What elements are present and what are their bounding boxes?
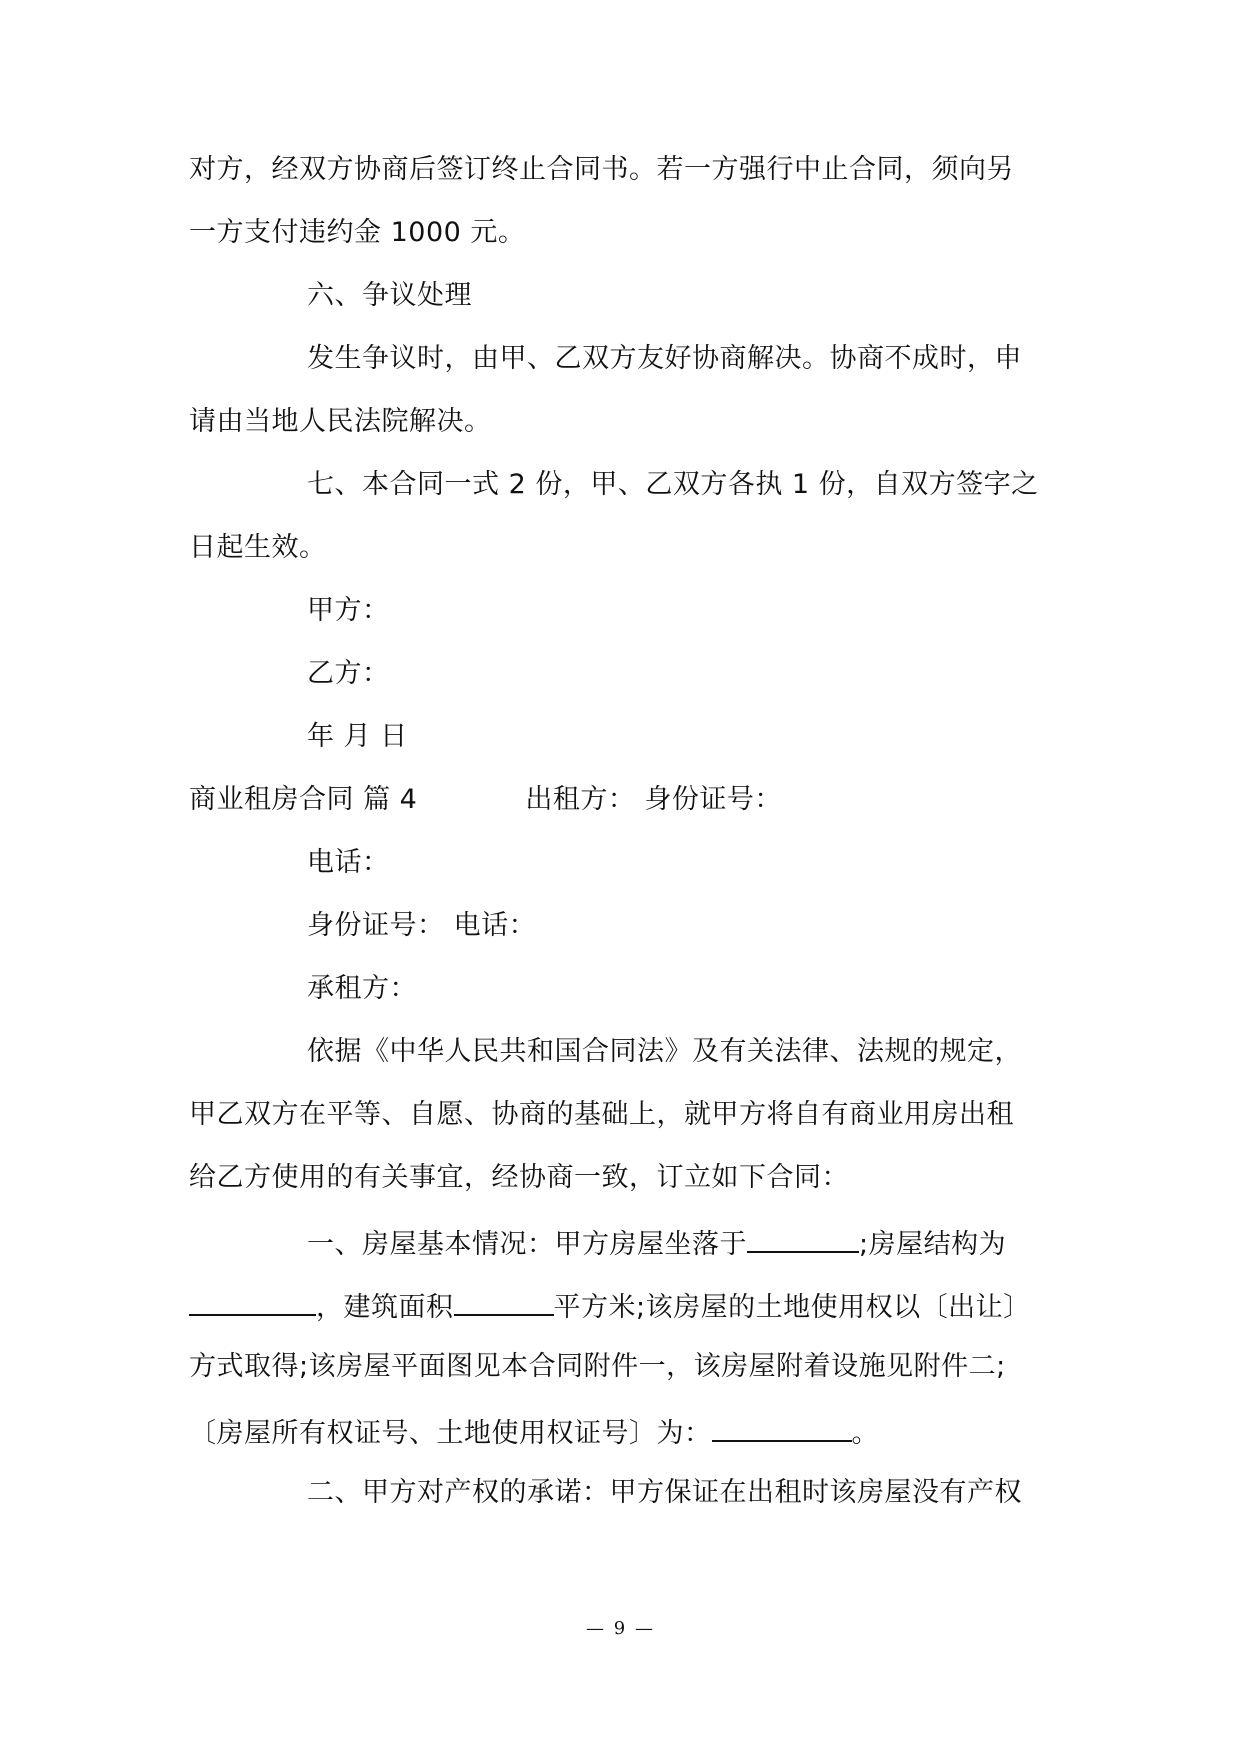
paragraph-line: 方式取得;该房屋平面图见本合同附件一，该房屋附着设施见附件二;: [189, 1351, 1006, 1382]
clause-text: 平方米;该房屋的土地使用权以〔出让〕: [553, 1292, 1031, 1323]
paragraph-line: 甲乙双方在平等、自愿、协商的基础上，就甲方将自有商业用房出租: [189, 1099, 1014, 1130]
paragraph-line: 对方，经双方协商后签订终止合同书。若一方强行中止合同，须向另: [189, 154, 1014, 185]
party-a-signature: 甲方：: [307, 595, 390, 626]
contract-title: 商业租房合同 篇 4: [189, 784, 418, 815]
paragraph-line: 一方支付违约金 1000 元。: [189, 217, 526, 248]
date-line: 年 月 日: [307, 721, 408, 752]
clause-text: 〔房屋所有权证号、土地使用权证号〕为：: [189, 1418, 712, 1449]
clause-one-line: [189, 1410, 879, 1454]
paragraph-line: 日起生效。: [189, 532, 327, 563]
clause-text: 一、房屋基本情况：甲方房屋坐落于: [307, 1229, 747, 1260]
structure-blank: [189, 1284, 316, 1316]
contract-title-line: [189, 780, 782, 820]
paragraph-line: 依据《中华人民共和国合同法》及有关法律、法规的规定，: [307, 1036, 1022, 1067]
clause-one-line: [189, 1284, 1031, 1328]
party-b-signature: 乙方：: [307, 658, 390, 689]
area-blank: [454, 1284, 554, 1316]
clause-text: 。: [851, 1418, 879, 1449]
lessor-line: 出租方： 身份证号：: [525, 784, 782, 815]
page-number: — 9 —: [586, 1618, 655, 1639]
phone-line: 电话：: [307, 847, 390, 878]
clause-one-line: [307, 1221, 1006, 1265]
paragraph-line: 二、甲方对产权的承诺：甲方保证在出租时该房屋没有产权: [307, 1477, 1022, 1508]
clause-text: ，建筑面积: [316, 1292, 454, 1323]
section-heading: 六、争议处理: [307, 280, 472, 311]
paragraph-line: 七、本合同一式 2 份，甲、乙双方各执 1 份，自双方签字之: [307, 469, 1039, 500]
paragraph-line: 给乙方使用的有关事宜，经协商一致，订立如下合同：: [189, 1162, 849, 1193]
location-blank: [747, 1221, 859, 1253]
certificate-blank: [712, 1410, 852, 1442]
clause-text: ;房屋结构为: [859, 1229, 1007, 1260]
paragraph-line: 请由当地人民法院解决。: [189, 406, 492, 437]
paragraph-line: 发生争议时，由甲、乙双方友好协商解决。协商不成时，申: [307, 343, 1022, 374]
lessee-line: 承租方：: [307, 973, 417, 1004]
id-phone-line: 身份证号： 电话：: [307, 910, 537, 941]
